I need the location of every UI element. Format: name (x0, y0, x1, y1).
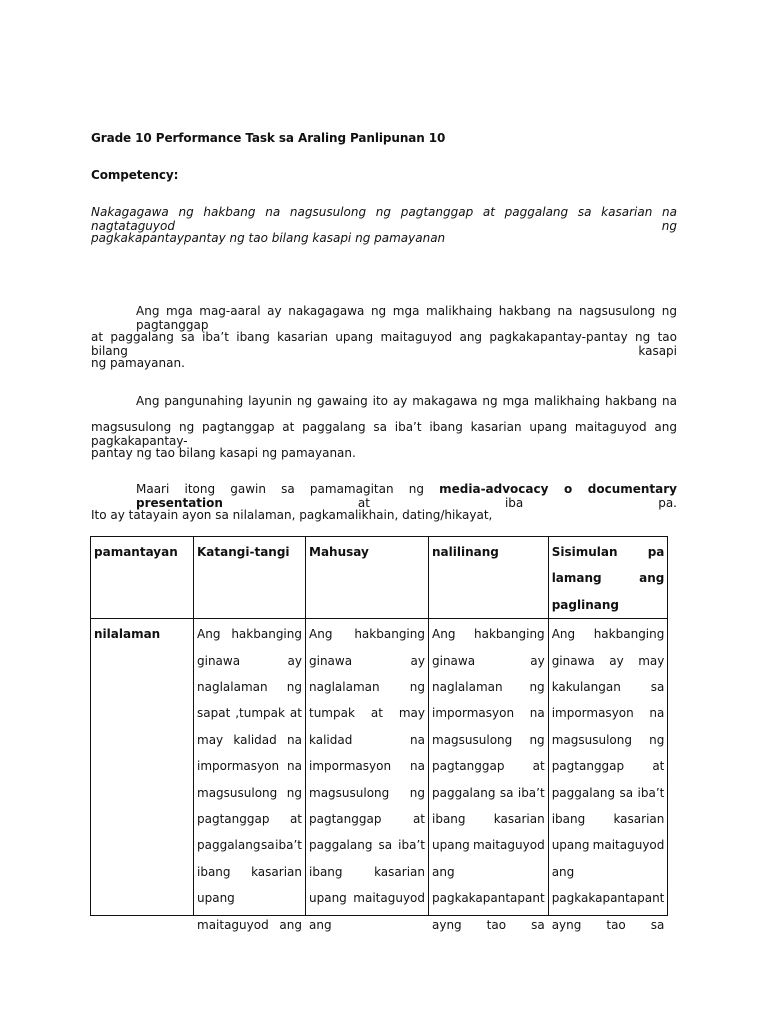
cell-word: na (287, 732, 302, 747)
cell-word: ay (287, 653, 302, 668)
cell-word: Ang (309, 627, 333, 642)
cell-mahusay (306, 619, 429, 932)
paragraph-3-line-1 (136, 482, 677, 510)
cell-word: ng (409, 680, 425, 695)
cell-text-line (197, 780, 302, 806)
cell-word: na (410, 732, 425, 747)
cell-text-line (432, 780, 545, 806)
cell-word: maitaguyod (472, 838, 545, 853)
cell-word: upang (309, 891, 347, 906)
cell-text-line (309, 674, 425, 700)
cell-word: at (289, 706, 302, 721)
cell-word: iba’t (275, 838, 302, 853)
cell-text-line (552, 806, 665, 832)
cell-text-line (552, 674, 665, 700)
cell-word: tao (606, 917, 626, 932)
cell-word: magsusulong (309, 785, 390, 800)
cell-word: ang (279, 917, 302, 932)
cell-word: sa (531, 917, 545, 932)
cell-text-line (432, 727, 545, 753)
cell-text-line: ang (551, 864, 575, 879)
cell-nalilinang (429, 619, 549, 932)
competency-line-1: Nakagagawa ng hakbang na nagsusulong ng pagtanggap at paggalang sa kasarian na nagtataguyod ng (91, 205, 677, 233)
cell-word: hakbanging (231, 627, 302, 642)
cell-text-line (309, 727, 425, 753)
cell-word: ay (609, 653, 624, 668)
cell-text-line (309, 859, 425, 885)
cell-text-line (432, 648, 545, 674)
cell-word: sa (650, 917, 665, 932)
rubric-header-row (91, 537, 668, 619)
paragraph-2-line-3: pantay ng tao bilang kasapi ng pamayanan. (91, 446, 356, 460)
cell-katangi-tangi-text (197, 621, 302, 932)
cell-word: paggalang (551, 785, 616, 800)
cell-text-line (197, 859, 302, 885)
cell-word: Ang (432, 627, 456, 642)
header-word: pa (647, 545, 665, 559)
cell-word: ng (649, 732, 665, 747)
paragraph-3-media-advocacy: media-advocacy o documentary presentation (136, 482, 677, 510)
cell-text-line (309, 885, 425, 911)
cell-text-line (309, 648, 425, 674)
cell-word: maitaguyod (353, 891, 425, 906)
cell-word: ,tumpak (235, 706, 285, 721)
cell-word: ng (286, 680, 302, 695)
cell-text-line (197, 727, 302, 753)
cell-text-line (552, 621, 665, 647)
cell-text-line (552, 780, 665, 806)
cell-word: magsusulong (432, 732, 513, 747)
header-pamantayan: pamantayan (91, 537, 194, 619)
cell-word: ng (529, 680, 545, 695)
cell-text-line (197, 674, 302, 700)
cell-text-line (309, 621, 425, 647)
cell-text-line (197, 806, 302, 832)
cell-word: ibang (432, 812, 466, 827)
cell-word: ginawa (551, 653, 595, 668)
competency-label: Competency: (91, 168, 179, 182)
cell-text-line (432, 832, 545, 858)
cell-word: sa (619, 785, 634, 800)
cell-word: sa (378, 838, 393, 853)
cell-text-line (432, 700, 545, 726)
cell-word: may (197, 732, 224, 747)
cell-word: na (410, 759, 425, 774)
cell-word: hakbanging (474, 627, 545, 642)
paragraph-1-line-1: Ang mga mag-aaral ay nakagagawa ng mga malikhaing hakbang na nagsusulong ng pagtanggap (136, 304, 677, 332)
cell-word: na (287, 759, 302, 774)
cell-word: pagtanggap (551, 759, 625, 774)
cell-text-line (309, 753, 425, 779)
paragraph-1-line-3: ng pamayanan. (91, 356, 185, 370)
document-title: Grade 10 Performance Task sa Araling Panlipunan 10 (91, 131, 446, 145)
cell-word: ibang (197, 864, 231, 879)
header-word: lamang (551, 571, 602, 586)
cell-word: ayng (432, 917, 462, 932)
cell-text-line (552, 832, 665, 858)
cell-nalilinang-text (432, 621, 545, 932)
cell-word: pagtanggap (432, 759, 505, 774)
cell-text-line (432, 621, 545, 647)
cell-word: ginawa (432, 653, 476, 668)
cell-text-line (432, 674, 545, 700)
cell-word: naglalaman (432, 680, 503, 695)
header-word: ang (639, 571, 665, 586)
cell-word: maitaguyod (197, 917, 269, 932)
cell-word: kasarian (493, 812, 545, 827)
cell-word: pagtanggap (309, 812, 382, 827)
cell-word: naglalaman (309, 680, 380, 695)
cell-text-line (197, 648, 302, 674)
cell-text-line (552, 727, 665, 753)
competency-line-2: pagkakapantaypantay ng tao bilang kasapi ng pamayanan (91, 231, 446, 245)
cell-text-line (552, 753, 665, 779)
cell-katangi-tangi (194, 619, 306, 932)
paragraph-2-line-2: magsusulong ng pagtanggap at paggalang sa iba’t ibang kasarian upang maitaguyod ang pagkakapantay- (91, 420, 677, 448)
header-sisimulan-line: paglinang (551, 597, 619, 612)
paragraph-3-text-b: at iba pa. (222, 496, 677, 510)
cell-text-line (197, 832, 302, 858)
cell-word: magsusulong (551, 732, 632, 747)
cell-word: kasarian (613, 812, 665, 827)
cell-word: ng (529, 732, 545, 747)
cell-word: kalidad (309, 732, 353, 747)
header-katangi-tangi: Katangi-tangi (194, 537, 306, 619)
cell-word: kalidad (233, 732, 277, 747)
cell-word: naglalaman (197, 680, 268, 695)
cell-word: kasarian (251, 864, 302, 879)
cell-word: paggalang (309, 838, 373, 853)
cell-mahusay-text (309, 621, 425, 932)
cell-text-line (309, 832, 425, 858)
cell-word: sa (650, 680, 665, 695)
cell-word: ay (410, 653, 425, 668)
cell-text-line (432, 806, 545, 832)
rubric-row-nilalaman (91, 619, 668, 916)
cell-text-line (552, 700, 665, 726)
cell-word: tao (486, 917, 507, 932)
header-sisimulan-line (552, 539, 665, 565)
cell-word: Ang (197, 627, 221, 642)
cell-word: sapat (197, 706, 231, 721)
cell-sisimulan (548, 619, 668, 932)
cell-text-line (197, 700, 302, 726)
cell-word: impormasyon (197, 759, 280, 774)
cell-word: paggalang (197, 838, 261, 853)
cell-text-line (552, 648, 665, 674)
cell-text-line (309, 700, 425, 726)
rubric-table (90, 536, 668, 932)
header-word: Sisimulan (551, 545, 618, 559)
cell-text-line: pagkakapantapant (551, 891, 665, 906)
cell-word: na (649, 706, 665, 721)
cell-sisimulan-text (551, 621, 665, 932)
cell-word: sa (261, 838, 275, 853)
header-nalilinang: nalilinang (429, 537, 549, 619)
cell-word: ginawa (197, 653, 241, 668)
cell-text-line (197, 912, 302, 938)
cell-word: at (289, 812, 302, 827)
cell-word: ibang (309, 864, 343, 879)
cell-text-line: upang (197, 891, 235, 906)
cell-word: kakulangan (551, 680, 621, 695)
cell-text-line (197, 621, 302, 647)
cell-word: magsusulong (197, 785, 278, 800)
cell-text-line (432, 753, 545, 779)
cell-word: iba’t (517, 785, 545, 800)
cell-word: at (652, 759, 665, 774)
cell-word: tumpak (309, 706, 355, 721)
header-sisimulan-line (552, 565, 665, 591)
cell-word: pagtanggap (197, 812, 270, 827)
cell-word: impormasyon (551, 706, 634, 721)
cell-word: iba’t (637, 785, 665, 800)
cell-word: ng (409, 785, 425, 800)
paragraph-1-line-2: at paggalang sa iba’t ibang kasarian upang maitaguyod ang pagkakapantay-pantay ng tao bilang kasapi (91, 330, 677, 358)
header-sisimulan (548, 537, 668, 619)
cell-text-line: pagkakapantapant (432, 891, 545, 906)
cell-word: paggalang (432, 785, 496, 800)
paragraph-2-line-1: Ang pangunahing layunin ng gawaing ito ay makagawa ng mga malikhaing hakbang na (136, 394, 677, 408)
cell-word: maitaguyod (592, 838, 665, 853)
cell-word: hakbanging (354, 627, 425, 642)
cell-word: ibang (551, 812, 586, 827)
cell-word: may (398, 706, 425, 721)
cell-word: sa (499, 785, 514, 800)
cell-text-line (309, 780, 425, 806)
cell-text-line (309, 806, 425, 832)
cell-word: ng (286, 785, 302, 800)
paragraph-3-text-a: Maari itong gawin sa pamamagitan ng (136, 482, 440, 496)
cell-word: ginawa (309, 653, 353, 668)
cell-word: impormasyon (432, 706, 515, 721)
cell-word: ay (530, 653, 545, 668)
cell-word: ayng (551, 917, 582, 932)
cell-text-line: ang (309, 917, 332, 932)
cell-word: at (412, 812, 425, 827)
cell-word: na (529, 706, 545, 721)
cell-text-line (552, 912, 665, 938)
cell-word: Ang (551, 627, 576, 642)
cell-text-line (197, 753, 302, 779)
paragraph-3-line-2: Ito ay tatayain ayon sa nilalaman, pagkamalikhain, dating/hikayat, (91, 508, 493, 522)
cell-word: iba’t (398, 838, 425, 853)
header-mahusay: Mahusay (306, 537, 429, 619)
cell-word: at (532, 759, 545, 774)
cell-word: at (370, 706, 383, 721)
cell-text-line (432, 912, 545, 938)
cell-word: hakbanging (593, 627, 665, 642)
cell-word: impormasyon (309, 759, 392, 774)
cell-text-line: ang (432, 864, 455, 879)
cell-word: upang (551, 838, 590, 853)
cell-word: may (638, 653, 665, 668)
cell-word: kasarian (374, 864, 425, 879)
criteria-nilalaman: nilalaman (91, 619, 194, 916)
cell-word: upang (432, 838, 470, 853)
